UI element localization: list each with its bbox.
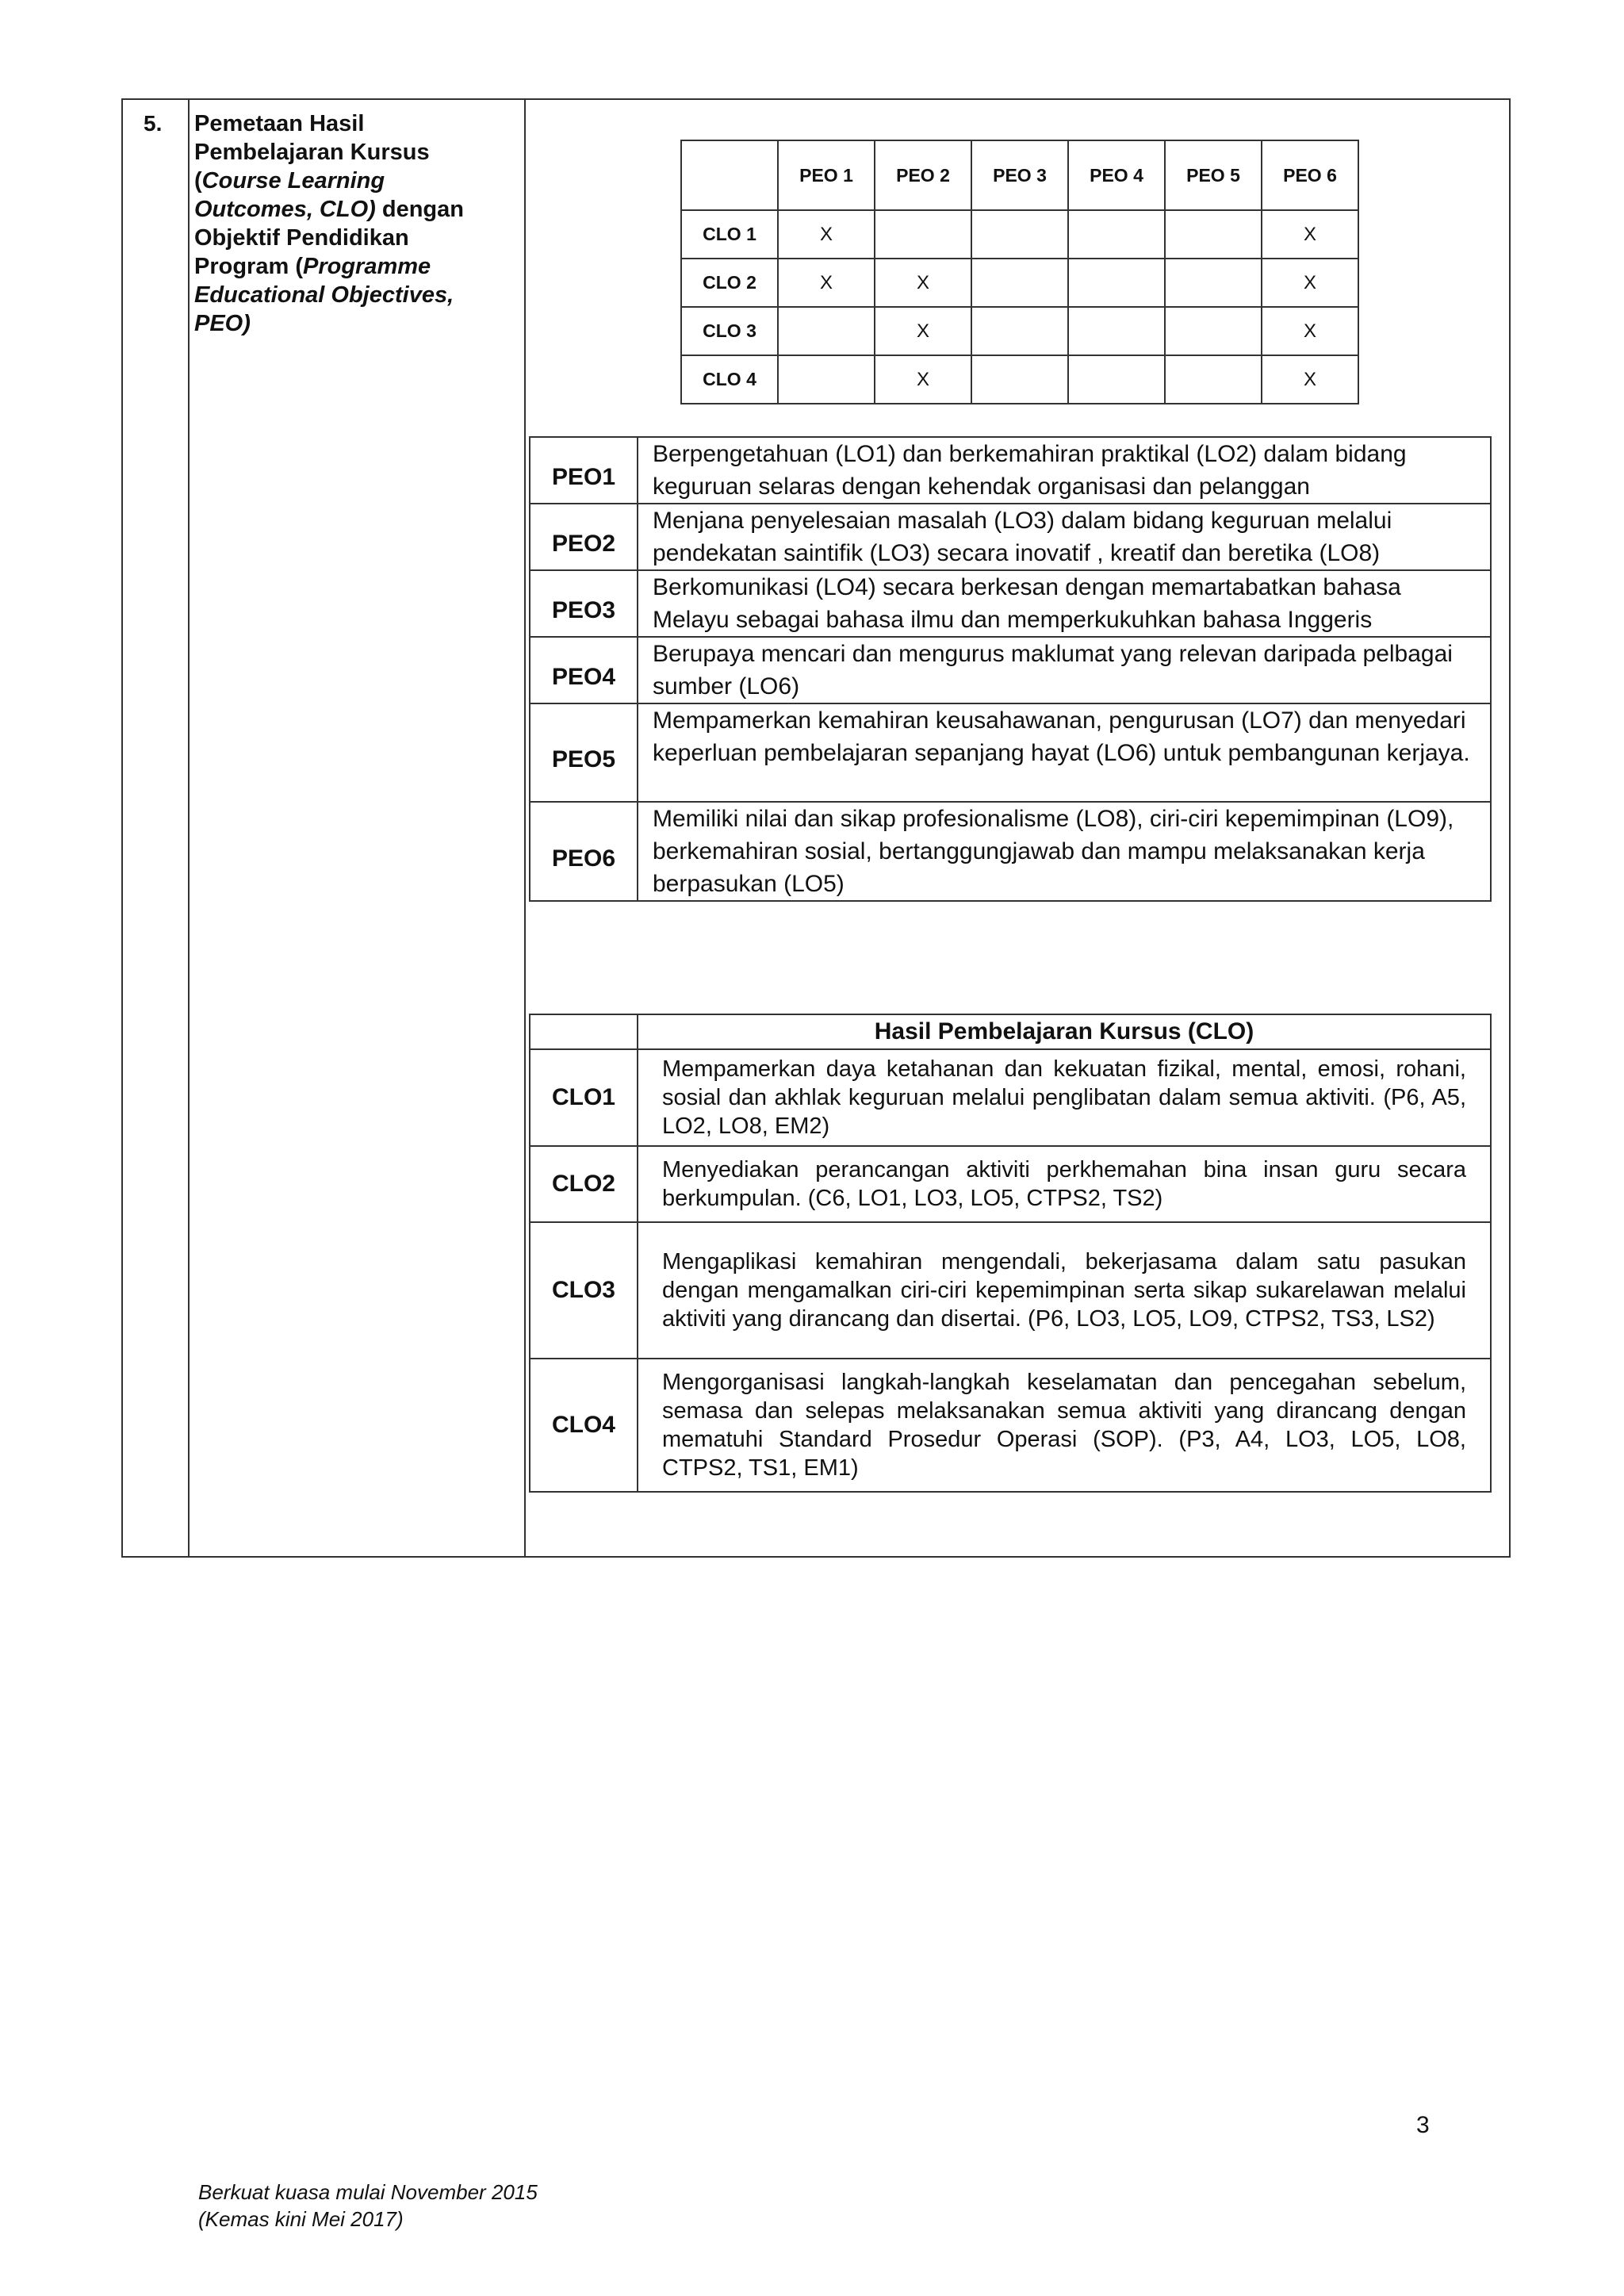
peo-text: Berupaya mencari dan mengurus maklumat yang relevan daripada pelbagai sumber (LO6) [638,637,1491,703]
mapping-cell [971,259,1068,307]
heading-part: dengan Objektif Pendidikan Program ( [194,197,464,279]
mapping-cell [1165,355,1262,404]
mapping-cell: X [875,307,971,355]
mapping-cell [778,355,875,404]
clo-text: Menyediakan perancangan aktiviti perkhemahan bina insan guru secara berkumpulan. (C6, LO1, LO3, LO5, CTPS2, TS2) [638,1146,1491,1222]
mapping-cell [1068,210,1165,259]
peo-text: Berpengetahuan (LO1) dan berkemahiran praktikal (LO2) dalam bidang keguruan selaras dengan kehendak organisasi dan pelanggan [638,437,1491,504]
peo-label: PEO5 [530,703,638,802]
mapping-cell [778,307,875,355]
heading-part-italic: Course Learning Outcomes, CLO) [194,168,385,222]
clo-label: CLO2 [530,1146,638,1222]
section-heading [194,109,496,338]
peo-row [530,637,1491,703]
mapping-cell [1165,259,1262,307]
peo-table [529,436,1492,902]
clo-header-row [530,1014,1491,1049]
mapping-row-label: CLO 3 [681,307,778,355]
clo-row [530,1146,1491,1222]
mapping-column-header: PEO 2 [875,140,971,210]
peo-label: PEO6 [530,802,638,901]
heading-part-italic: Programme Educational Objectives, PEO) [194,254,454,336]
mapping-cell [1068,259,1165,307]
mapping-row [681,259,1358,307]
footer-update-note: (Kemas kini Mei 2017) [198,2207,404,2231]
mapping-cell: X [1262,259,1358,307]
mapping-cell: X [1262,307,1358,355]
mapping-cell: X [778,259,875,307]
mapping-column-header: PEO 1 [778,140,875,210]
mapping-column-header: PEO 3 [971,140,1068,210]
clo-row [530,1359,1491,1492]
mapping-row-label: CLO 4 [681,355,778,404]
peo-text: Menjana penyelesaian masalah (LO3) dalam bidang keguruan melalui pendekatan saintifik (LO3) secara inovatif , kreatif dan beretika (LO8) [638,504,1491,570]
mapping-cell: X [875,355,971,404]
mapping-cell [971,210,1068,259]
clo-text: Mengorganisasi langkah-langkah keselamatan dan pencegahan sebelum, semasa dan selepas melaksanakan semua aktiviti yang dirancang dengan mematuhi Standard Prosedur Operasi (SOP). (P3, A4, LO3, LO5, LO8, CTPS2, TS1, EM1) [638,1359,1491,1492]
peo-label: PEO2 [530,504,638,570]
clo-text: Mempamerkan daya ketahanan dan kekuatan fizikal, mental, emosi, rohani, sosial dan akhlak keguruan melalui penglibatan dalam semua aktiviti. (P6, A5, LO2, LO8, EM2) [638,1049,1491,1146]
mapping-cell: X [778,210,875,259]
mapping-column-header: PEO 4 [1068,140,1165,210]
peo-text: Mempamerkan kemahiran keusahawanan, pengurusan (LO7) dan menyedari keperluan pembelajaran sepanjang hayat (LO6) untuk pembangunan kerjaya. [638,703,1491,802]
mapping-cell [971,355,1068,404]
peo-row [530,570,1491,637]
column-divider [524,100,526,1556]
mapping-row-label: CLO 2 [681,259,778,307]
peo-row [530,504,1491,570]
peo-row [530,437,1491,504]
clo-label: CLO4 [530,1359,638,1492]
clo-header-empty-cell [530,1014,638,1049]
peo-label: PEO3 [530,570,638,637]
page-number: 3 [1416,2112,1430,2138]
mapping-cell: X [1262,210,1358,259]
peo-label: PEO1 [530,437,638,504]
mapping-row [681,210,1358,259]
footer-effective-date: Berkuat kuasa mulai November 2015 [198,2180,538,2204]
clo-table [529,1014,1492,1493]
mapping-row [681,355,1358,404]
footer [198,2179,538,2233]
clo-text: Mengaplikasi kemahiran mengendali, bekerjasama dalam satu pasukan dengan mengamalkan ciri-ciri kepemimpinan serta sikap sukarelawan melalui aktiviti yang dirancang dan disertai. (P6, LO3, LO5, LO9, CTPS2, TS3, LS2) [638,1222,1491,1359]
peo-label: PEO4 [530,637,638,703]
clo-peo-mapping-table [680,140,1359,404]
clo-row [530,1222,1491,1359]
section-table [121,98,1511,1558]
mapping-cell: X [875,259,971,307]
peo-row [530,703,1491,802]
mapping-corner-cell [681,140,778,210]
peo-row [530,802,1491,901]
clo-label: CLO3 [530,1222,638,1359]
mapping-cell [875,210,971,259]
mapping-column-header: PEO 6 [1262,140,1358,210]
mapping-cell [1068,355,1165,404]
mapping-cell [1068,307,1165,355]
column-divider [188,100,190,1556]
mapping-cell [971,307,1068,355]
clo-table-header: Hasil Pembelajaran Kursus (CLO) [638,1014,1491,1049]
mapping-header-row [681,140,1358,210]
peo-text: Berkomunikasi (LO4) secara berkesan dengan memartabatkan bahasa Melayu sebagai bahasa ilmu dan memperkukuhkan bahasa Inggeris [638,570,1491,637]
heading-part: Pemetaan Hasil Pembelajaran Kursus ( [194,111,430,194]
mapping-column-header: PEO 5 [1165,140,1262,210]
section-number: 5. [144,111,163,136]
clo-label: CLO1 [530,1049,638,1146]
mapping-row [681,307,1358,355]
mapping-row-label: CLO 1 [681,210,778,259]
peo-text: Memiliki nilai dan sikap profesionalisme (LO8), ciri-ciri kepemimpinan (LO9), berkemahiran sosial, bertanggungjawab dan mampu melaksanakan kerja berpasukan (LO5) [638,802,1491,901]
mapping-cell [1165,210,1262,259]
mapping-cell [1165,307,1262,355]
mapping-cell: X [1262,355,1358,404]
clo-row [530,1049,1491,1146]
